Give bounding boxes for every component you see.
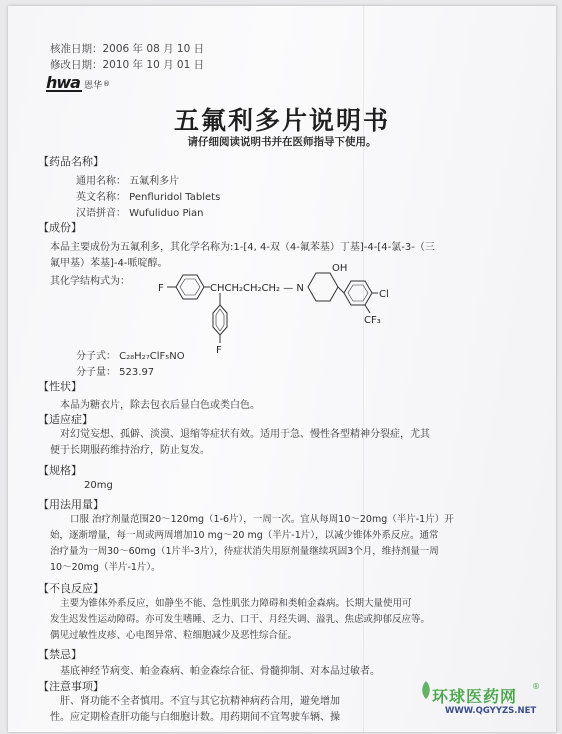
structure-f-bottom: F <box>216 345 222 356</box>
composition-line-1: 本品主要成份为五氟利多，其化学名称为:1-[4, 4-双（4-氟苯基）丁基]-4-[4-氯-3-（三 <box>50 242 435 253</box>
dosage-line-4: 10～20mg（半片-1片）。 <box>50 562 161 573</box>
watermark-url: WWW.QGYYZS.NET <box>445 706 537 716</box>
structure-f-left: F <box>158 283 164 294</box>
company-logo <box>46 73 110 92</box>
precautions-line-1: 肝、肾功能不全者慎用。不宜与其它抗精神病药合用，避免增加 <box>60 696 340 707</box>
structure-chain: CHCH₂CH₂CH₂ — N <box>210 283 304 294</box>
composition-line-2: 氟甲基）苯基]-4-哌啶醇。 <box>50 258 168 269</box>
logo-mark: hwa <box>46 73 80 92</box>
doc-title: 五氟利多片说明书 <box>173 106 390 135</box>
section-precautions-heading: 【注意事项】 <box>38 680 104 693</box>
dosage-text <box>50 512 454 576</box>
watermark-leaf-icon <box>420 680 432 700</box>
section-spec-heading: 【规格】 <box>38 464 82 477</box>
adverse-line-3: 偶见过敏性皮疹、心电图异常、粒细胞减少及恶性综合征。 <box>50 630 298 641</box>
watermark-registered: ® <box>532 682 540 691</box>
section-composition-heading: 【成份】 <box>38 221 82 234</box>
adverse-line-1: 主要为锥体外系反应，如静坐不能、急性肌张力障碍和类帕金森病。长期大量使用可 <box>60 598 412 609</box>
english-name: 英文名称： Penfluridol Tablets <box>76 192 221 203</box>
logo-cn: 恩华 <box>83 80 102 91</box>
indications-line-2: 便于长期服药维持治疗，防止复发。 <box>50 445 210 456</box>
molecular-formula: 分子式： C₂₈H₂₇ClF₅NO <box>76 351 185 362</box>
section-dosage-heading: 【用法用量】 <box>38 498 104 511</box>
approve-date: 核准日期：2006 年 08 月 10 日 <box>50 43 205 55</box>
structure-label: 其化学结构式为： <box>50 276 130 287</box>
structure-cl: Cl <box>379 289 389 300</box>
adverse-line-2: 发生迟发性运动障碍。亦可发生嗜睡、乏力、口干、月经失调、溢乳、焦虑或抑郁反应等。 <box>50 614 431 625</box>
structure-oh: OH <box>332 263 348 274</box>
precautions-line-2: 性。应定期检查肝功能与白细胞计数。用药期间不宜驾驶车辆、操 <box>50 712 340 723</box>
dates-block <box>50 41 204 73</box>
doc-subtitle: 请仔细阅读说明书并在医师指导下使用。 <box>187 136 377 148</box>
watermark-text: 环球医药网 <box>432 687 518 706</box>
indications-text <box>50 427 430 459</box>
dosage-line-2: 始，逐渐增量，每一周或两周增加10 mg～20 mg（半片-1片），以减少锥体外系反应。通常 <box>50 530 439 541</box>
piperidine-ring <box>308 273 338 301</box>
properties-text: 本品为糖衣片，除去包衣后显白色或类白色。 <box>60 400 260 411</box>
generic-name: 通用名称： 五氟利多片 <box>76 176 180 187</box>
leaflet-paper <box>8 6 556 732</box>
dosage-line-3: 治疗量为一周30～60mg（1片半-3片），待症状消失用原剂量继续巩固3个月，维持剂量一周 <box>50 546 439 557</box>
chemical-structure <box>158 261 398 361</box>
section-name-heading: 【药品名称】 <box>38 155 104 168</box>
structure-cf3: CF₃ <box>364 315 381 326</box>
revise-date: 修改日期：2010 年 10 月 01 日 <box>50 59 205 71</box>
indications-line-1: 对幻觉妄想、孤僻、淡漠、退缩等症状有效。适用于急、慢性各型精神分裂症，尤其 <box>60 429 430 440</box>
spec-text: 20mg <box>84 480 113 491</box>
section-properties-heading: 【性状】 <box>38 380 82 393</box>
dosage-line-1: 口服 治疗剂量范围20～120mg（1-6片），一周一次。宜从每周10～20mg（半片-1片）开 <box>70 514 454 525</box>
adverse-text <box>50 596 431 644</box>
contra-text: 基底神经节病变、帕金森病、帕金森综合征、骨髓抑制、对本品过敏者。 <box>60 666 380 677</box>
precautions-text <box>50 694 340 726</box>
section-indications-heading: 【适应症】 <box>38 413 93 426</box>
section-adverse-heading: 【不良反应】 <box>38 582 104 595</box>
logo-registered: ® <box>102 80 110 88</box>
pinyin-name: 汉语拼音： Wufuliduo Pian <box>76 208 204 219</box>
section-contra-heading: 【禁忌】 <box>38 648 82 661</box>
molecular-weight: 分子量： 523.97 <box>76 367 155 378</box>
